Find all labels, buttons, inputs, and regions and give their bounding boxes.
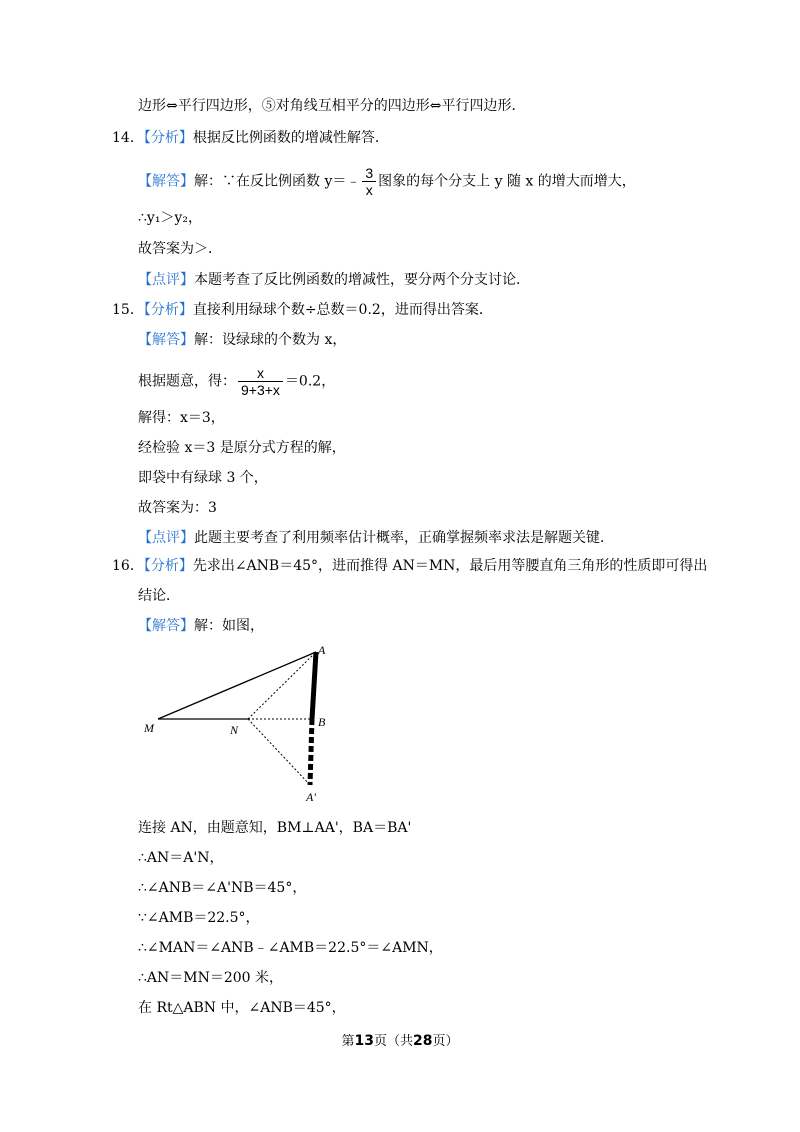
label-M: M xyxy=(144,721,154,735)
answer-text: 解：如图， xyxy=(194,618,264,634)
question-number: 14． xyxy=(112,130,144,146)
question-14-answer xyxy=(138,165,636,198)
q15-bag: 即袋中有绿球 3 个， xyxy=(138,470,268,486)
comment-tag: 【点评】 xyxy=(138,272,194,288)
answer-text-b: 图象的每个分支上 y 随 x 的增大而增大， xyxy=(378,173,636,190)
analysis-tag: 【分析】 xyxy=(143,558,193,574)
q16-step-4: ∵∠AMB＝22.5°， xyxy=(138,910,260,926)
equation-text-b: ＝0.2， xyxy=(284,373,336,390)
question-number: 16． xyxy=(112,558,144,574)
analysis-text: 直接利用绿球个数÷总数＝0.2，进而得出答案． xyxy=(192,302,493,318)
question-15-analysis xyxy=(112,300,493,320)
page-total: 28 xyxy=(413,1033,433,1049)
comment-text: 本题考查了反比例函数的增减性，要分两个分支讨论． xyxy=(194,272,530,288)
q15-comment xyxy=(138,528,614,548)
q16-analysis-cont: 结论． xyxy=(138,588,180,604)
q15-equation xyxy=(138,365,335,398)
label-A: A xyxy=(318,643,326,657)
q14-therefore: ∴y₁＞y₂， xyxy=(138,210,202,226)
label-A-prime: A' xyxy=(306,790,316,804)
page-footer xyxy=(0,1030,800,1049)
q16-step-5: ∴∠MAN＝∠ANB﹣∠AMB＝22.5°＝∠AMN， xyxy=(138,940,443,956)
answer-text-a: 解：∵在反比例函数 y＝﹣ xyxy=(194,173,361,190)
analysis-tag: 【分析】 xyxy=(143,130,193,146)
question-14-analysis xyxy=(112,128,389,148)
q16-step-3: ∴∠ANB＝∠A'NB＝45°， xyxy=(138,880,307,896)
answer-tag: 【解答】 xyxy=(138,332,194,348)
fraction-denominator: 9+3+x xyxy=(238,381,283,398)
q15-solve: 解得：x＝3， xyxy=(138,410,225,426)
q15-result: 故答案为：3 xyxy=(138,500,217,516)
q14-comment xyxy=(138,270,530,290)
question-16-analysis xyxy=(112,556,707,576)
segment-NA xyxy=(248,652,316,719)
q14-result: 故答案为＞． xyxy=(138,241,222,257)
comment-text: 此题主要考查了利用频率估计概率，正确掌握频率求法是解题关键． xyxy=(194,530,614,546)
analysis-text: 先求出∠ANB＝45°，进而推得 AN＝MN，最后用等腰直角三角形的性质即可得出 xyxy=(192,558,708,574)
answer-tag: 【解答】 xyxy=(138,618,194,634)
question-15-answer xyxy=(138,330,346,350)
q15-check: 经检验 x＝3 是原分式方程的解， xyxy=(138,440,346,456)
footer-mid: 页（共 xyxy=(373,1034,413,1049)
segment-BA-prime xyxy=(310,719,312,785)
question-number: 15． xyxy=(112,302,144,318)
q16-step-7: 在 Rt△ABN 中，∠ANB＝45°， xyxy=(138,1000,346,1016)
page-number: 13 xyxy=(354,1033,374,1049)
q16-step-6: ∴AN＝MN＝200 米， xyxy=(138,970,284,986)
segment-NA-prime xyxy=(248,719,310,785)
fraction-numerator: x xyxy=(256,365,264,381)
geometry-figure xyxy=(140,640,340,810)
segment-MA xyxy=(158,652,316,719)
fraction-denominator: x xyxy=(362,181,376,198)
fraction xyxy=(238,365,283,398)
label-N: N xyxy=(230,723,239,737)
answer-text: 解：设绿球的个数为 x， xyxy=(194,332,347,348)
analysis-text: 根据反比例函数的增减性解答． xyxy=(192,130,389,146)
footer-pre: 第 xyxy=(341,1034,355,1049)
answer-tag: 【解答】 xyxy=(138,173,194,190)
label-B: B xyxy=(318,715,326,729)
question-16-answer xyxy=(138,616,264,636)
segment-AB xyxy=(312,652,316,719)
q16-step-2: ∴AN＝A'N， xyxy=(138,850,224,866)
analysis-tag: 【分析】 xyxy=(143,302,193,318)
footer-post: 页） xyxy=(432,1034,459,1049)
fraction-numerator: 3 xyxy=(365,165,374,181)
text-line-1: 边形⇔平行四边形，⑤对角线互相平分的四边形⇔平行四边形． xyxy=(138,98,526,114)
fraction xyxy=(362,165,376,198)
comment-tag: 【点评】 xyxy=(138,530,194,546)
equation-text-a: 根据题意，得： xyxy=(138,373,236,390)
q16-step-1: 连接 AN，由题意知，BM⊥AA'，BA＝BA' xyxy=(138,820,412,836)
